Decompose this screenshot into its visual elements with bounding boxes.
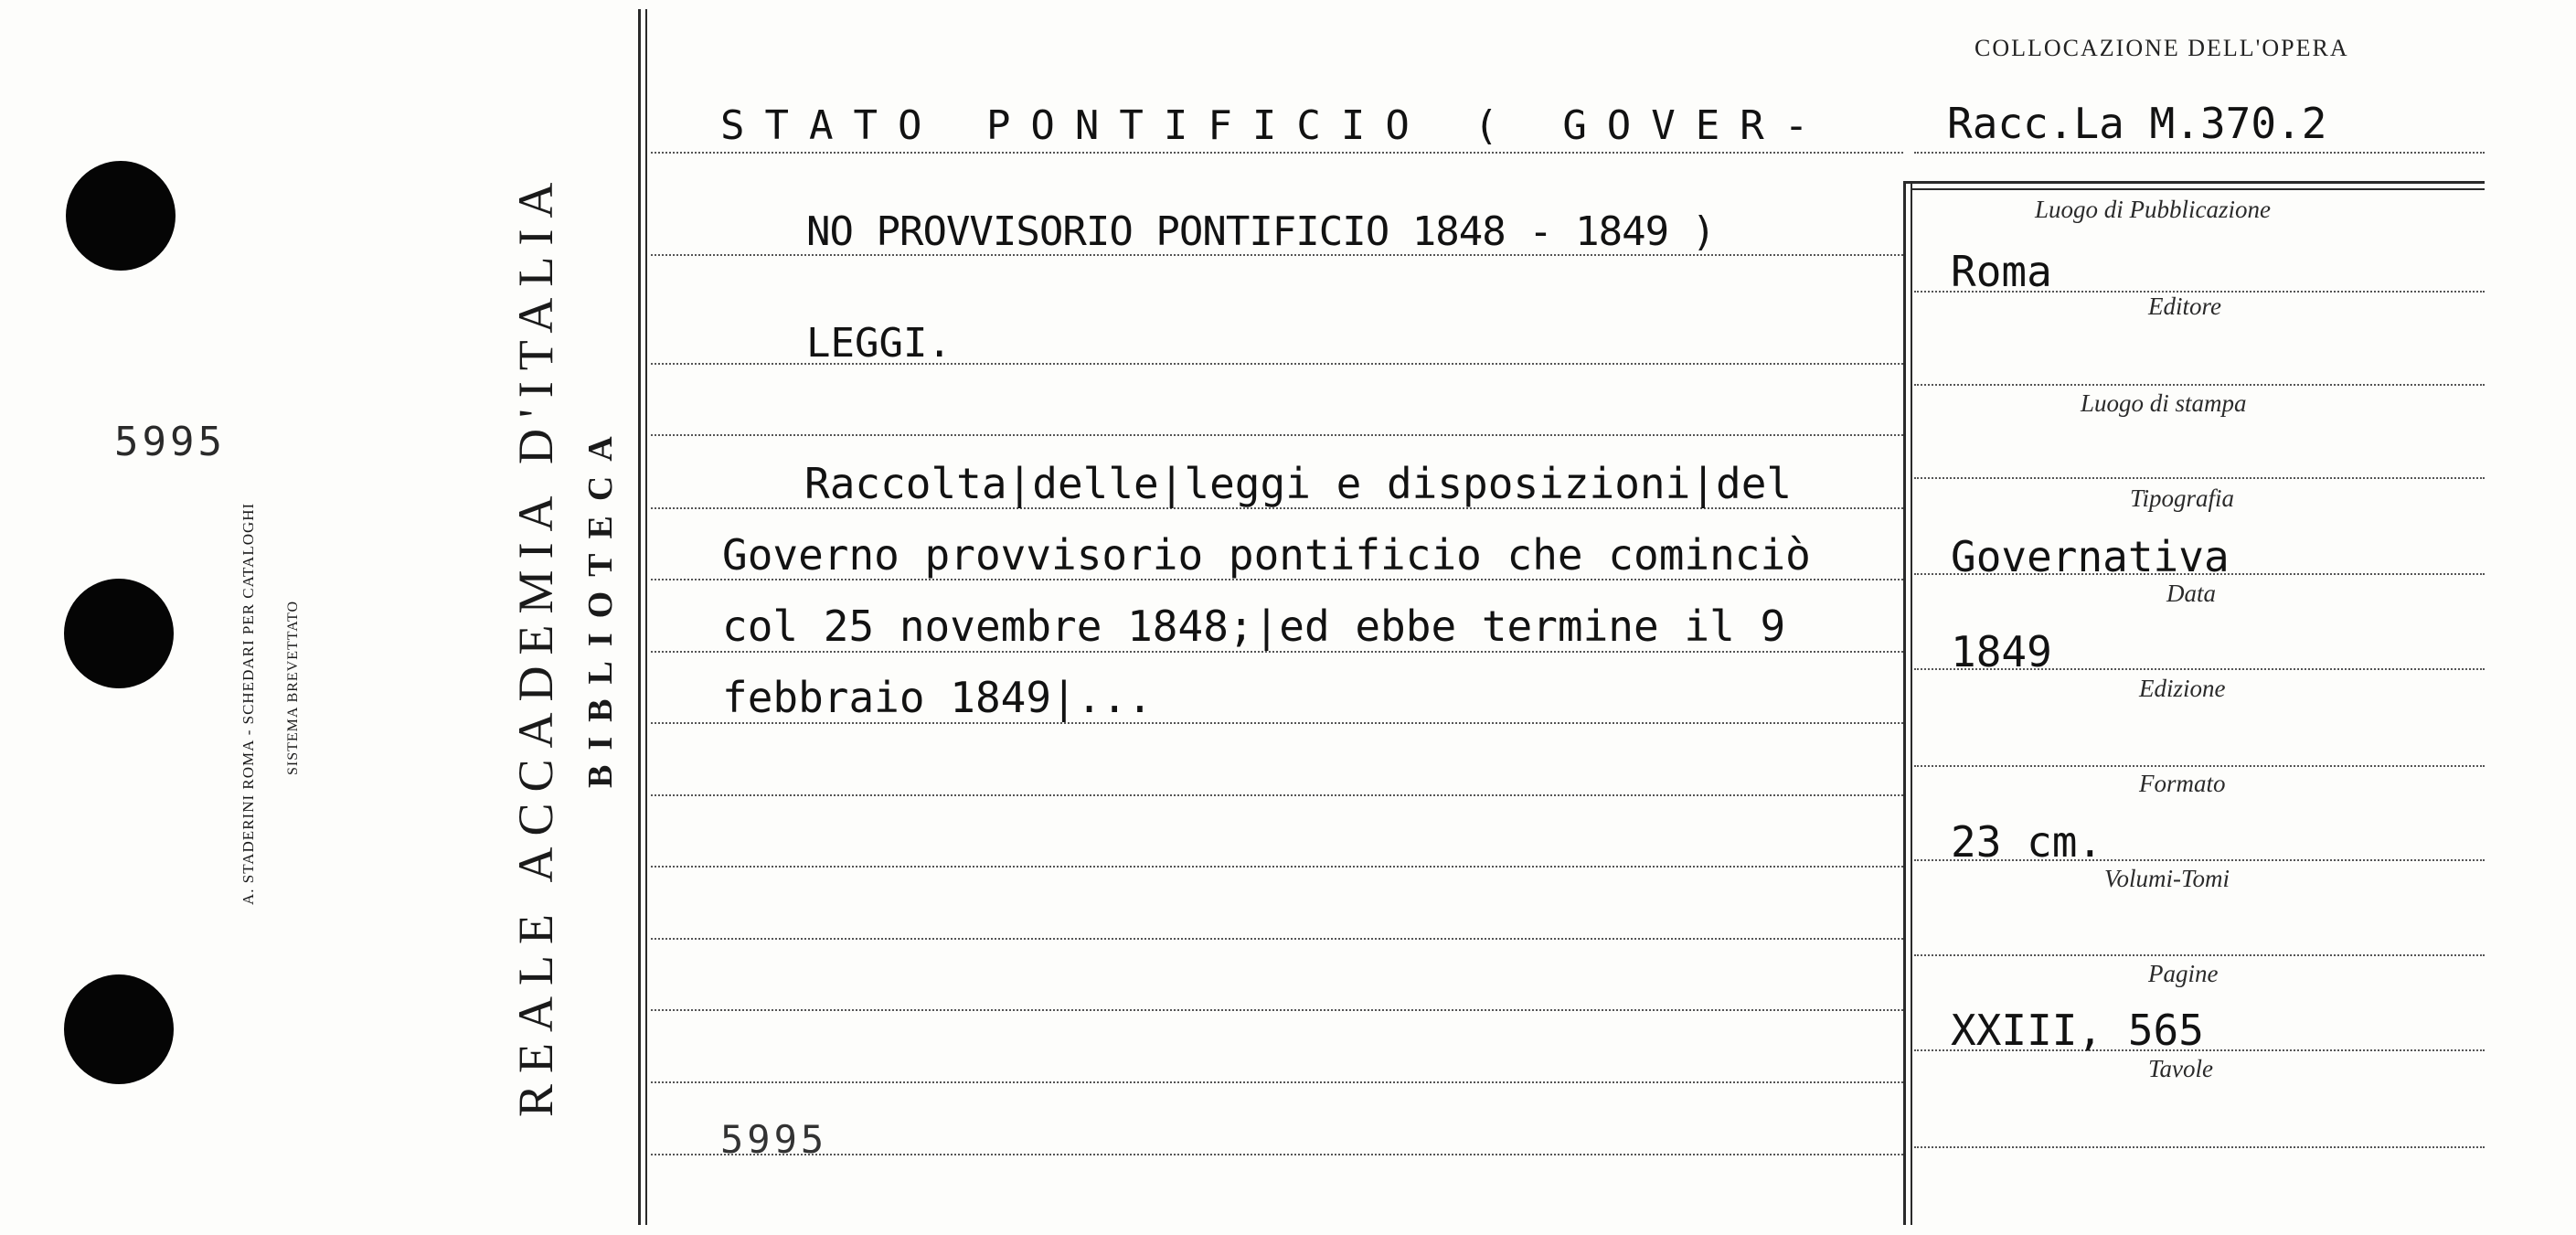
printer-value: Governativa: [1951, 532, 2230, 581]
format-label: Formato: [2139, 770, 2226, 797]
institution-name: REALE ACCADEMIA D'ITALIA: [508, 171, 563, 1117]
plates-label: Tavole: [2148, 1055, 2214, 1082]
left-border-line: [638, 9, 641, 1225]
title-line-2: Governo provvisorio pontificio che cominciò: [722, 530, 1811, 580]
title-line-1: Raccolta|delle|leggi e disposizioni|del: [804, 459, 1793, 508]
pages-value: XXIII, 565: [1951, 1006, 2204, 1055]
left-border-line-inner: [645, 9, 647, 1225]
heading-line-3: LEGGI.: [806, 320, 952, 367]
printer-label: Tipografia: [2130, 484, 2235, 512]
card-number-bottom: 5995: [720, 1117, 828, 1162]
volumes-label: Volumi-Tomi: [2104, 865, 2230, 892]
punch-hole-top: [66, 161, 176, 271]
rule-line: [651, 1081, 1903, 1083]
rule-line: [651, 1009, 1903, 1011]
rule-line: [651, 1154, 1903, 1155]
field-column-top-rule: [1903, 181, 2485, 184]
printer-patent-note: SISTEMA BREVETTATO: [285, 600, 301, 775]
publisher-label: Editore: [2148, 293, 2221, 320]
pages-label: Pagine: [2148, 960, 2219, 987]
date-value: 1849: [1951, 627, 2052, 676]
field-rule-line: [1914, 954, 2485, 956]
rule-line: [651, 434, 1903, 436]
rule-line: [651, 938, 1903, 940]
format-value: 23 cm.: [1951, 817, 2103, 867]
edition-label: Edizione: [2139, 675, 2226, 702]
rule-line: [651, 866, 1903, 868]
field-rule-line: [1914, 765, 2485, 767]
field-column-top-rule-inner: [1911, 188, 2485, 190]
rule-line: [651, 152, 1903, 154]
punch-hole-middle: [64, 579, 174, 688]
rule-line: [651, 722, 1903, 724]
shelfmark-label: COLLOCAZIONE DELL'OPERA: [1975, 35, 2349, 61]
field-column-divider: [1903, 183, 1906, 1225]
heading-line-1: STATO PONTIFICIO ( GOVER-: [720, 102, 1829, 149]
punch-hole-bottom: [64, 974, 174, 1084]
card-number-side: 5995: [114, 419, 226, 465]
field-rule-line: [1914, 152, 2485, 154]
institution-department: BIBLIOTECA: [581, 421, 620, 788]
place-of-printing-label: Luogo di stampa: [2081, 389, 2247, 417]
date-label: Data: [2166, 580, 2216, 607]
field-rule-line: [1914, 477, 2485, 479]
rule-line: [651, 651, 1903, 653]
field-column-divider-inner: [1911, 183, 1912, 1225]
printer-imprint: A. STADERINI ROMA - SCHEDARI PER CATALOGHI: [240, 502, 257, 905]
place-of-publication-value: Roma: [1951, 247, 2052, 296]
field-rule-line: [1914, 1146, 2485, 1148]
heading-line-2: NO PROVVISORIO PONTIFICIO 1848 - 1849 ): [806, 208, 1716, 255]
rule-line: [651, 794, 1903, 796]
title-line-3: col 25 novembre 1848;|ed ebbe termine il 9: [722, 602, 1786, 651]
place-of-publication-label: Luogo di Pubblicazione: [2035, 196, 2271, 223]
field-rule-line: [1914, 384, 2485, 386]
shelfmark-value: Racc.La M.370.2: [1947, 99, 2327, 148]
title-line-4: febbraio 1849|...: [722, 673, 1153, 722]
